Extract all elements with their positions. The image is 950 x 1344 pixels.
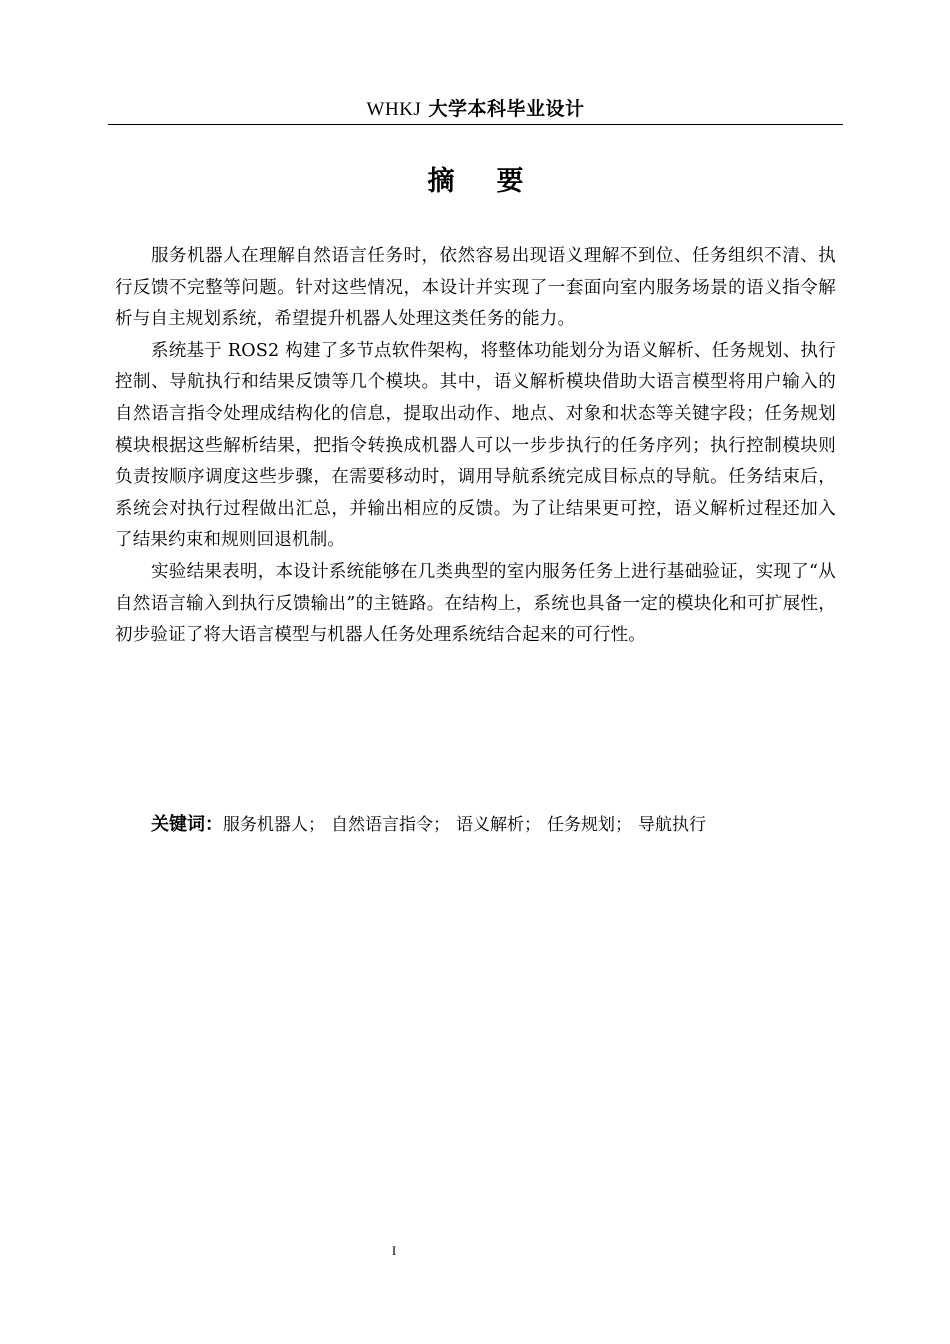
abstract-paragraph: 系统基于 ROS2 构建了多节点软件架构，将整体功能划分为语义解析、任务规划、执行控制、导航执行和结果反馈等几个模块。其中，语义解析模块借助大语言模型将用户输入的自然语言指令处理成结构化的信息，提取出动作、地点、对象和状态等关键字段；任务规划模块根据这些解析结果，把指令转换成机器人可以一步步执行的任务序列；执行控制模块则负责按顺序调度这些步骤，在需要移动时，调用导航系统完成目标点的导航。任务结束后，系统会对执行过程做出汇总，并输出相应的反馈。为了让结果更可控，语义解析过程还加入了结果约束和规则回退机制。: [115, 340, 836, 551]
abstract-paragraph: 服务机器人在理解自然语言任务时，依然容易出现语义理解不到位、任务组织不清、执行反馈不完整等问题。针对这些情况，本设计并实现了一套面向室内服务场景的语义指令解析与自主规划系统，希望提升机器人处理这类任务的能力。: [115, 246, 836, 330]
keywords-label: 关键词：: [151, 814, 223, 835]
keyword-item: 自然语言指令；: [331, 815, 450, 835]
page-title: 摘要: [427, 166, 566, 197]
keyword-item: 任务规划；: [547, 815, 632, 835]
header-university-code: WHKJ: [366, 99, 422, 120]
keyword-item: 语义解析；: [456, 815, 541, 835]
abstract-body: [115, 241, 836, 652]
header-thesis-label: 大学本科毕业设计: [421, 98, 585, 120]
running-header: [108, 96, 843, 123]
abstract-paragraph: 实验结果表明，本设计系统能够在几类典型的室内服务任务上进行基础验证，实现了“从自然语言输入到执行反馈输出”的主链路。在结构上，系统也具备一定的模块化和可扩展性，初步验证了将大语言模型与机器人任务处理系统结合起来的可行性。: [115, 561, 836, 646]
keyword-item: 导航执行: [638, 815, 706, 835]
keywords-line: [151, 810, 712, 840]
header-divider: [108, 124, 843, 125]
page-number: I: [391, 1243, 397, 1258]
keyword-item: 服务机器人；: [223, 815, 325, 835]
